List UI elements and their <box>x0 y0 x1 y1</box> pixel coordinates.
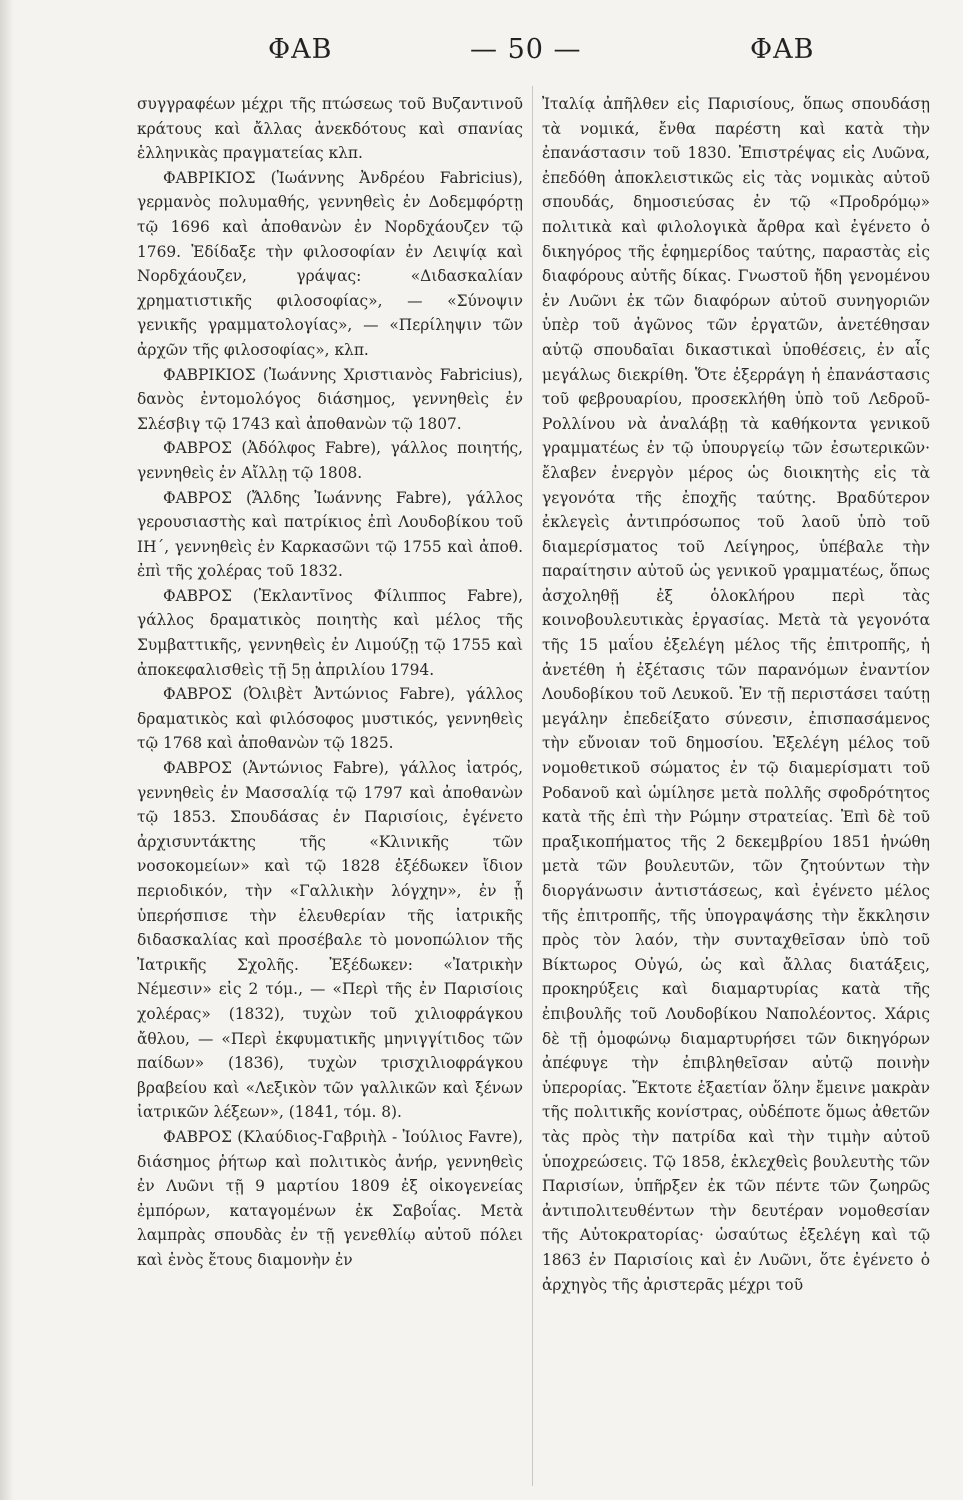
page-number: — 50 — <box>470 34 582 65</box>
paragraph: ΦΑΒΡΟΣ (Κλαύδιος-Γαβριὴλ - Ἰούλιος Favre), διάσημος ῥήτωρ καὶ πολιτικὸς ἀνήρ, γεννηθεὶς ἐν Λυῶνι τῇ 9 μαρτίου 1809 ἐξ οἰκογενείας ἐμπόρων, καταγομένων ἐκ Σαβοΐας. Μετὰ λαμπρὰς σπουδὰς ἐν τῇ γενεθλίῳ αὐτοῦ πόλει καὶ ἑνὸς ἔτους διαμονὴν ἐν <box>137 1127 523 1269</box>
page-binding-edge <box>0 0 14 1500</box>
header-right-keyword: ΦΑΒ <box>750 34 815 65</box>
running-header <box>0 34 963 84</box>
paragraph: ΦΑΒΡΟΣ (Ὀλιβὲτ Ἀντώνιος Fabre), γάλλος δραματικὸς καὶ φιλόσοφος μυστικός, γεννηθεὶς τῷ 1768 καὶ ἀποθανὼν τῷ 1825. <box>137 685 523 753</box>
left-column <box>137 92 523 1273</box>
column-divider <box>532 86 533 1486</box>
paragraph: ΦΑΒΡΙΚΙΟΣ (Ἰωάννης Χριστιανὸς Fabricius), δανὸς ἐντομολόγος διάσημος, γεννηθεὶς ἐν Σλέσβιγ τῷ 1743 καὶ ἀποθανὼν τῷ 1807. <box>137 365 523 433</box>
paragraph: ΦΑΒΡΟΣ (Ἀδόλφος Fabre), γάλλος ποιητής, γεννηθεὶς ἐν Αἴλλῃ τῷ 1808. <box>137 439 523 482</box>
paragraph: ΦΑΒΡΟΣ (Ἀντώνιος Fabre), γάλλος ἰατρός, γεννηθεὶς ἐν Μασσαλίᾳ τῷ 1797 καὶ ἀποθανὼν τῷ 1853. Σπουδάσας ἐν Παρισίοις, ἐγένετο ἀρχισυντάκτης τῆς «Κλινικῆς τῶν νοσοκομείων» καὶ τῷ 1828 ἐξέδωκεν ἴδιον περιοδικόν, τὴν «Γαλλικὴν λόγχην», ἐν ᾗ ὑπερήσπισε τὴν ἐλευθερίαν τῆς ἰατρικῆς διδασκαλίας καὶ προσέβαλε τὸ μονοπώλιον τῆς Ἰατρικῆς Σχολῆς. Ἐξέδωκεν: «Ἰατρικὴν Νέμεσιν» εἰς 2 τόμ., — «Περὶ τῆς ἐν Παρισίοις χολέρας» (1832), τυχὼν τοῦ χιλιοφράγκου ἄθλου, — «Περὶ ἐκφυματικῆς μηνιγγίτιδος τῶν παίδων» (1836), τυχὼν τρισχιλιοφράγκου βραβείου καὶ «Λεξικὸν τῶν γαλλικῶν καὶ ξένων ἰατρικῶν λέξεων», (1841, τόμ. 8). <box>137 759 523 1122</box>
header-left-keyword: ΦΑΒ <box>268 34 333 65</box>
paragraph: συγγραφέων μέχρι τῆς πτώσεως τοῦ Βυζαντινοῦ κράτους καὶ ἄλλας ἀνεκδότους καὶ σπανίας ἑλληνικὰς πραγματείας κλπ. <box>137 95 523 163</box>
right-column <box>542 92 930 1297</box>
paragraph: ΦΑΒΡΟΣ (Ἄλδης Ἰωάννης Fabre), γάλλος γερουσιαστὴς καὶ πατρίκιος ἐπὶ Λουδοβίκου τοῦ ΙΗ΄, γεννηθεὶς ἐν Καρκασῶνι τῷ 1755 καὶ ἀποθ. ἐπὶ τῆς χολέρας τοῦ 1832. <box>137 488 523 581</box>
paragraph: ΦΑΒΡΟΣ (Ἐκλαντῖνος Φίλιππος Fabre), γάλλος δραματικὸς ποιητὴς καὶ μέλος τῆς Συμβαττικῆς, γεννηθεὶς ἐν Λιμούζῃ τῷ 1755 καὶ ἀποκεφαλισθεὶς τῇ 5ῃ ἀπριλίου 1794. <box>137 586 523 679</box>
paragraph: Ἰταλίᾳ ἀπῆλθεν εἰς Παρισίους, ὅπως σπουδάσῃ τὰ νομικά, ἔνθα παρέστη καὶ κατὰ τὴν ἐπανάστασιν τοῦ 1830. Ἐπιστρέψας εἰς Λυῶνα, ἐπεδόθη ἀποκλειστικῶς εἰς τὰς νομικὰς αὐτοῦ σπουδάς, δημοσιεύσας ἐν τῷ «Προδρόμῳ» πολιτικὰ καὶ φιλολογικὰ ἄρθρα καὶ ἐγένετο ὁ δικηγόρος τῆς ἐφημερίδος ταύτης, παραστὰς εἰς διαφόρους αὐτῆς δίκας. Γνωστοῦ ἤδη γενομένου ἐν Λυῶνι ἐκ τῶν διαφόρων αὐτοῦ συνηγοριῶν ὑπὲρ τοῦ ἀγῶνος τῶν ἐργατῶν, ἀνετέθησαν αὐτῷ σπουδαῖαι δικαστικαὶ ὑποθέσεις, ἐν αἷς μεγάλως διεκρίθη. Ὅτε ἐξερράγη ἡ ἐπανάστασις τοῦ φεβρουαρίου, προσεκλήθη ὑπὸ τοῦ Λεδροῦ-Ρολλίνου νὰ ἀναλάβῃ τὰ καθήκοντα γενικοῦ γραμματέως ἐν τῷ ὑπουργείῳ τῶν ἐσωτερικῶν· ἔλαβεν ἐνεργὸν μέρος ὡς διοικητὴς εἰς τὰ γεγονότα τῆς ἐποχῆς ταύτης. Βραδύτερον ἐκλεγεὶς ἀντιπρόσωπος τοῦ λαοῦ ὑπὸ τοῦ διαμερίσματος τοῦ Λείγηρος, ὑπέβαλε τὴν παραίτησιν αὐτοῦ ὡς γενικοῦ γραμματέως, ὅπως ἀσχοληθῇ ἐξ ὁλοκλήρου περὶ τὰς κοινοβουλευτικὰς ἐργασίας. Μετὰ τὰ γεγονότα τῆς 15 μαΐου ἐξελέγη μέλος τῆς ἐπιτροπῆς, ἡ ἀνετέθη ἡ ἐξέτασις τῶν παρανόμων ἐναντίον Λουδοβίκου τοῦ Λευκοῦ. Ἐν τῇ περιστάσει ταύτῃ μεγάλην ἐπεδείξατο σύνεσιν, ἐπισπασάμενος τὴν εὔνοιαν τοῦ δημοσίου. Ἐξελέγη μέλος τοῦ νομοθετικοῦ σώματος ἐν τῷ διαμερίσματι τοῦ Ροδανοῦ καὶ ὡμίλησε μετὰ πολλῆς σφοδρότητος κατὰ τῆς ἐπὶ τὴν Ρώμην στρατείας. Ἐπὶ δὲ τοῦ πραξικοπήματος τῆς 2 δεκεμβρίου 1851 ἡνώθη μετὰ τῶν βουλευτῶν, τῶν ζητούντων τὴν διοργάνωσιν ἀντιστάσεως, καὶ ἐγένετο μέλος τῆς ἐπιτροπῆς, τῆς ὑπογραψάσης τὴν ἔκκλησιν πρὸς τὸν λαόν, τὴν συνταχθεῖσαν ὑπὸ τοῦ Βίκτωρος Οὐγώ, ὡς καὶ ἄλλας διατάξεις, προκηρύξεις καὶ διαμαρτυρίας κατὰ τῆς ἐπιβουλῆς τοῦ Λουδοβίκου Ναπολέοντος. Χάρις δὲ τῇ ὁμοφώνῳ διαμαρτυρήσει τῶν δικηγόρων ἀπέφυγε τὴν ἐπιβληθεῖσαν αὐτῷ ποινὴν ὑπερορίας. Ἔκτοτε ἑξαετίαν ὅλην ἔμεινε μακρὰν τῆς πολιτικῆς κονίστρας, οὐδέποτε ὅμως ἀθετῶν τὰς πρὸς τὴν πατρίδα καὶ τὴν τιμὴν αὐτοῦ ὑποχρεώσεις. Τῷ 1858, ἐκλεχθεὶς βουλευτὴς τῶν Παρισίων, ὑπῆρξεν ἐκ τῶν πέντε τῶν ζωηρῶς ἀντιπολιτευθέντων τὴν δευτέραν νομοθεσίαν τῆς Αὐτοκρατορίας· ὡσαύτως ἐξελέγη καὶ τῷ 1863 ἐν Παρισίοις καὶ ἐν Λυῶνι, ὅτε ἐγένετο ὁ ἀρχηγὸς τῆς ἀριστερᾶς μέχρι τοῦ <box>542 95 930 1294</box>
paragraph: ΦΑΒΡΙΚΙΟΣ (Ἰωάννης Ἀνδρέου Fabricius), γερμανὸς πολυμαθής, γεννηθεὶς ἐν Δοδεμφόρτῃ τῷ 1696 καὶ ἀποθανὼν ἐν Νορδχάουζεν τῷ 1769. Ἐδίδαξε τὴν φιλοσοφίαν ἐν Λειψίᾳ καὶ Νορδχάουζεν, γράψας: «Διδασκαλίαν χρηματιστικῆς φιλοσοφίας», — «Σύνοψιν γενικῆς γραμματολογίας», — «Περίληψιν τῶν ἀρχῶν τῆς φιλοσοφίας», κλπ. <box>137 168 523 359</box>
